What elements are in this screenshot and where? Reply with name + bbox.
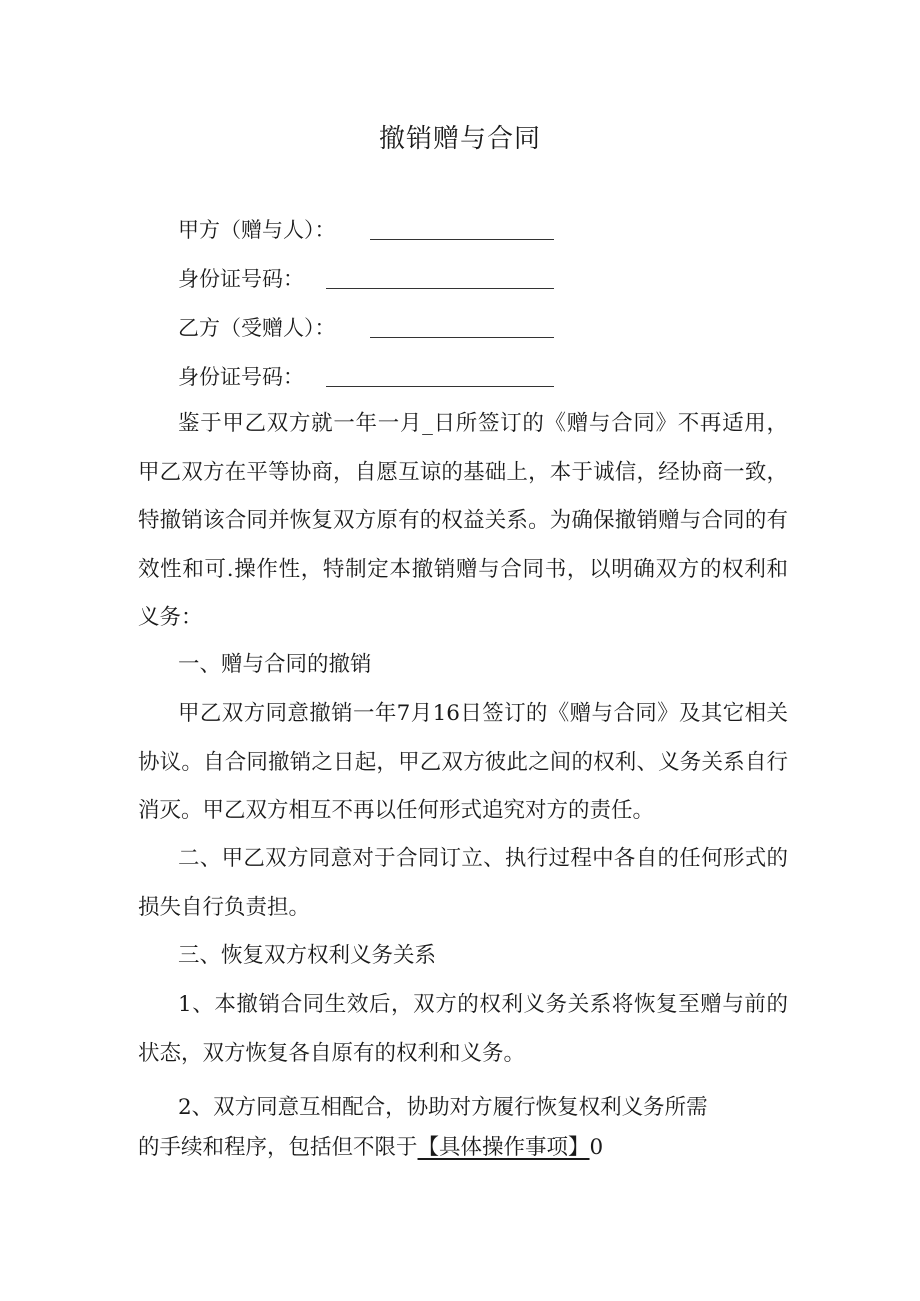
item2-prefix: 的手续和程序，包括但不限于	[138, 1135, 418, 1160]
section1-body: 甲乙双方同意撤销一年7月16日签订的《赠与合同》及其它相关协议。自合同撤销之日起，甲乙双方彼此之间的权利、义务关系自行消灭。甲乙双方相互不再以任何形式追究对方的责任。	[138, 701, 788, 823]
intro-paragraph: 鉴于甲乙双方就一年一月_日所签订的《赠与合同》不再适用，甲乙双方在平等协商，自愿互谅的基础上，本于诚信，经协商一致，特撤销该合同并恢复双方原有的权益关系。为确保撤销赠与合同的有效性和可.操作性，特制定本撤销赠与合同书，以明确双方的权利和义务：	[138, 411, 788, 630]
party-b-blank[interactable]	[370, 337, 554, 338]
party-b-label: 乙方（受赠人）：	[178, 316, 336, 340]
section3-item1: 1、本撤销合同生效后，双方的权利义务关系将恢复至赠与前的状态，双方恢复各自原有的权利和义务。	[138, 992, 788, 1066]
section1-heading: 一、赠与合同的撤销	[178, 652, 372, 677]
section3-item2-line2	[138, 1133, 788, 1163]
party-a-label: 甲方（赠与人）：	[178, 218, 336, 242]
document-title: 撤销赠与合同	[378, 124, 541, 154]
section2-paragraph: 二、甲乙双方同意对于合同订立、执行过程中各自的任何形式的损失自行负责担。	[138, 846, 788, 920]
section3-item2-line1: 2、双方同意互相配合，协助对方履行恢复权利义务所需	[178, 1095, 708, 1120]
party-b-id-label: 身份证号码：	[178, 365, 304, 389]
item2-highlight: 【具体操作事项】	[417, 1135, 590, 1160]
item2-suffix: 0	[589, 1135, 604, 1160]
party-a-field	[178, 215, 336, 245]
party-a-id-field	[178, 264, 304, 294]
party-b-field	[178, 313, 336, 343]
section3-heading: 三、恢复双方权利义务关系	[178, 943, 437, 968]
party-a-blank[interactable]	[370, 239, 554, 240]
party-a-id-blank[interactable]	[326, 288, 554, 289]
party-b-id-field	[178, 362, 304, 392]
party-b-id-blank[interactable]	[326, 386, 554, 387]
party-a-id-label: 身份证号码：	[178, 267, 304, 291]
